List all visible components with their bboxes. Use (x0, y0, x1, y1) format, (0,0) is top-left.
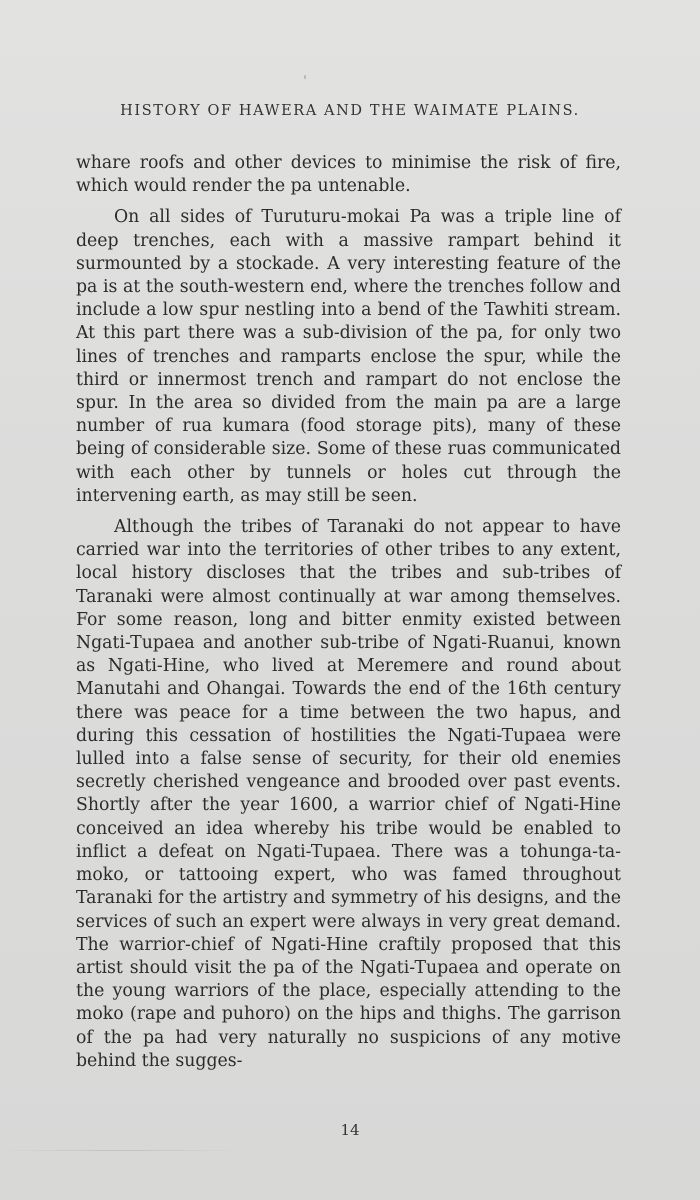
page-number: 14 (340, 1121, 360, 1139)
paragraph-tribes: Although the tribes of Taranaki do not appear to have carried war into the territories of other tribes to any extent, local history discloses that the tribes and sub-tribes of Taranaki were almost continually at war among themselves. For some reason, long and bitter enmity existed between Ngati-Tupaea and another sub-tribe of Ngati-Ruanui, known as Ngati-Hine, who lived at Meremere and round about Manutahi and Ohangai. Towards the end of the 16th century there was peace for a time between the two hapus, and during this cessation of hostilities the Ngati-Tupaea were lulled into a false sense of security, for their old enemies secretly cherished vengeance and brooded over past events. Shortly after the year 1600, a warrior chief of Ngati-Hine conceived an idea whereby his tribe would be enabled to inflict a defeat on Ngati-Tupaea. There was a tohunga-ta-moko, or tattooing expert, who was famed throughout Taranaki for the artistry and symmetry of his designs, and the services of such an expert were always in very great demand. The warrior-chief of Ngati-Hine craftily proposed that this artist should visit the pa of the Ngati-Tupaea and operate on the young warriors of the place, especially attending to the moko (rape and puhoro) on the hips and thighs. The garrison of the pa had very naturally no suspicions of any motive behind the sugges- (76, 517, 621, 1071)
body-text (76, 152, 621, 1073)
paper-stain (0, 1150, 240, 1151)
paper-speck (304, 75, 306, 79)
paragraph-continuation: whare roofs and other devices to minimise the risk of fire, which would render the pa untenable. (76, 153, 621, 197)
paragraph-trenches: On all sides of Turuturu-mokai Pa was a triple line of deep trenches, each with a massive rampart behind it surmounted by a stockade. A very interesting feature of the pa is at the south-western end, where the trenches follow and include a low spur nestling into a bend of the Tawhiti stream. At this part there was a sub-division of the pa, for only two lines of trenches and ramparts enclose the spur, while the third or innermost trench and rampart do not enclose the spur. In the area so divided from the main pa are a large number of rua kumara (food storage pits), many of these being of considerable size. Some of these ruas communicated with each other by tunnels or holes cut through the intervening earth, as may still be seen. (76, 207, 621, 506)
running-header: HISTORY OF HAWERA AND THE WAIMATE PLAINS. (120, 103, 580, 119)
